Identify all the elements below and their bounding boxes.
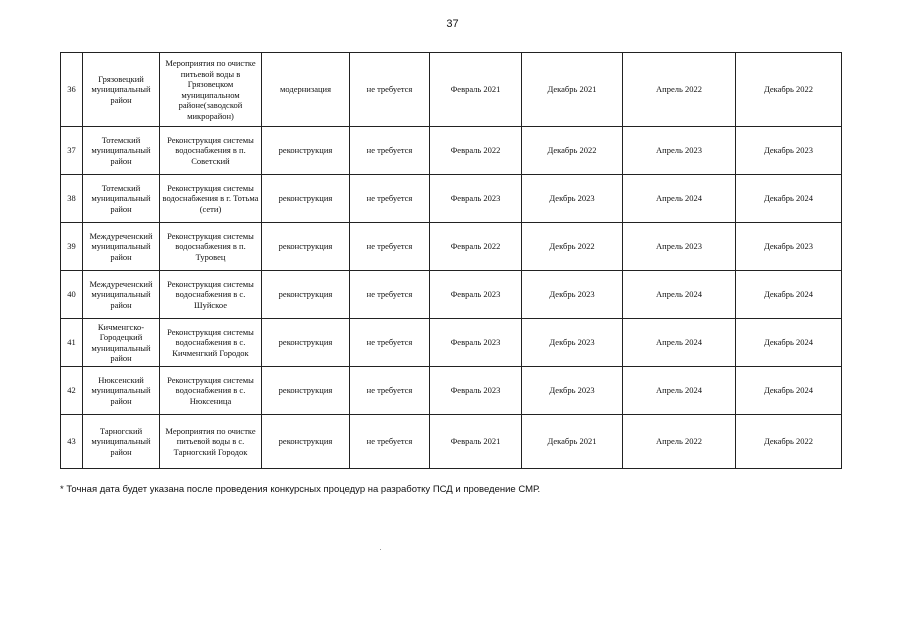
- works-end-cell: Декабрь 2022: [736, 415, 842, 469]
- table-row: [61, 319, 842, 367]
- table-row: [61, 53, 842, 127]
- works-end-cell: Декабрь 2024: [736, 175, 842, 223]
- design-end-cell: Декбрь 2023: [522, 271, 623, 319]
- work-type-cell: реконструкция: [262, 175, 350, 223]
- district-cell: Грязовецкий муниципальный район: [83, 53, 160, 127]
- works-start-cell: Апрель 2023: [623, 223, 736, 271]
- works-end-cell: Декабрь 2023: [736, 223, 842, 271]
- design-end-cell: Декбрь 2023: [522, 175, 623, 223]
- design-start-cell: Февраль 2021: [430, 415, 522, 469]
- work-type-cell: реконструкция: [262, 271, 350, 319]
- design-end-cell: Декбрь 2023: [522, 319, 623, 367]
- expertise-cell: не требуется: [350, 271, 430, 319]
- works-end-cell: Декабрь 2024: [736, 367, 842, 415]
- expertise-cell: не требуется: [350, 223, 430, 271]
- district-cell: Междуреченский муниципальный район: [83, 271, 160, 319]
- expertise-cell: не требуется: [350, 53, 430, 127]
- row-number-cell: 42: [61, 367, 83, 415]
- works-start-cell: Апрель 2023: [623, 127, 736, 175]
- row-number-cell: 38: [61, 175, 83, 223]
- expertise-cell: не требуется: [350, 367, 430, 415]
- event-cell: Реконструкция системы водоснабжения в г. Тотьма (сети): [160, 175, 262, 223]
- page-number: 37: [446, 18, 459, 30]
- expertise-cell: не требуется: [350, 175, 430, 223]
- design-start-cell: Февраль 2023: [430, 271, 522, 319]
- work-type-cell: модернизация: [262, 53, 350, 127]
- table-body: [61, 53, 842, 469]
- work-type-cell: реконструкция: [262, 319, 350, 367]
- event-cell: Реконструкция системы водоснабжения в п. Советский: [160, 127, 262, 175]
- footnote: * Точная дата будет указана после проведения конкурсных процедур на разработку ПСД и проведение СМР.: [60, 484, 541, 495]
- table-row: [61, 127, 842, 175]
- works-start-cell: Апрель 2024: [623, 175, 736, 223]
- district-cell: Тотемский муниципальный район: [83, 175, 160, 223]
- works-end-cell: Декабрь 2024: [736, 319, 842, 367]
- expertise-cell: не требуется: [350, 127, 430, 175]
- design-end-cell: Декабрь 2021: [522, 53, 623, 127]
- table-row: [61, 223, 842, 271]
- design-start-cell: Февраль 2022: [430, 127, 522, 175]
- expertise-cell: не требуется: [350, 319, 430, 367]
- table-row: [61, 367, 842, 415]
- design-end-cell: Декабрь 2022: [522, 127, 623, 175]
- works-end-cell: Декабрь 2024: [736, 271, 842, 319]
- row-number-cell: 36: [61, 53, 83, 127]
- row-number-cell: 41: [61, 319, 83, 367]
- event-cell: Реконструкция системы водоснабжения в с. Нюксеница: [160, 367, 262, 415]
- design-end-cell: Декбрь 2022: [522, 223, 623, 271]
- works-start-cell: Апрель 2022: [623, 53, 736, 127]
- event-cell: Реконструкция системы водоснабжения в с. Шуйское: [160, 271, 262, 319]
- event-cell: Реконструкция системы водоснабжения в п. Туровец: [160, 223, 262, 271]
- design-end-cell: Декабрь 2021: [522, 415, 623, 469]
- design-start-cell: Февраль 2023: [430, 367, 522, 415]
- district-cell: Междуреченский муниципальный район: [83, 223, 160, 271]
- measures-table: [60, 52, 842, 469]
- scan-speck: [380, 549, 381, 550]
- table-row: [61, 175, 842, 223]
- row-number-cell: 37: [61, 127, 83, 175]
- event-cell: Мероприятия по очистке питьевой воды в Грязовецком муниципальном районе(заводской микрорайон): [160, 53, 262, 127]
- district-cell: Тарногский муниципальный район: [83, 415, 160, 469]
- design-start-cell: Февраль 2023: [430, 319, 522, 367]
- design-start-cell: Февраль 2021: [430, 53, 522, 127]
- design-start-cell: Февраль 2023: [430, 175, 522, 223]
- work-type-cell: реконструкция: [262, 127, 350, 175]
- design-end-cell: Декбрь 2023: [522, 367, 623, 415]
- expertise-cell: не требуется: [350, 415, 430, 469]
- table-row: [61, 271, 842, 319]
- row-number-cell: 40: [61, 271, 83, 319]
- row-number-cell: 39: [61, 223, 83, 271]
- row-number-cell: 43: [61, 415, 83, 469]
- work-type-cell: реконструкция: [262, 415, 350, 469]
- design-start-cell: Февраль 2022: [430, 223, 522, 271]
- work-type-cell: реконструкция: [262, 367, 350, 415]
- works-start-cell: Апрель 2024: [623, 271, 736, 319]
- works-start-cell: Апрель 2024: [623, 319, 736, 367]
- works-end-cell: Декабрь 2022: [736, 53, 842, 127]
- works-end-cell: Декабрь 2023: [736, 127, 842, 175]
- event-cell: Мероприятия по очистке питьевой воды в с. Тарногский Городок: [160, 415, 262, 469]
- table-row: [61, 415, 842, 469]
- district-cell: Нюксенский муниципальный район: [83, 367, 160, 415]
- works-start-cell: Апрель 2024: [623, 367, 736, 415]
- district-cell: Кичменгско-Городецкий муниципальный район: [83, 319, 160, 367]
- work-type-cell: реконструкция: [262, 223, 350, 271]
- district-cell: Тотемский муниципальный район: [83, 127, 160, 175]
- works-start-cell: Апрель 2022: [623, 415, 736, 469]
- event-cell: Реконструкция системы водоснабжения в с. Кичменгкий Городок: [160, 319, 262, 367]
